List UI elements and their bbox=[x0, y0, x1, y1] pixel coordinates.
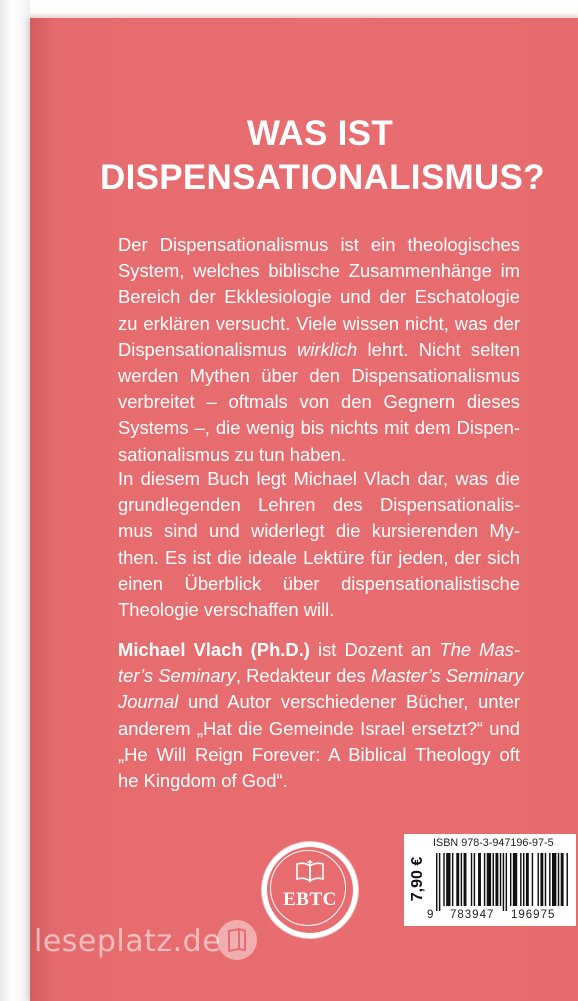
p1-line: werden Mythen über den Dispensationalismus bbox=[118, 365, 520, 387]
author-bio-paragraph bbox=[118, 637, 524, 794]
p3-text: ist Dozent an bbox=[309, 639, 440, 660]
barcode-bar bbox=[443, 853, 444, 906]
p1-line: Systems –, die wenig bis nichts mit dem Dispen- bbox=[118, 417, 520, 439]
barcode-bar bbox=[520, 853, 521, 906]
p1-line: System, welches biblische Zusammenhänge im bbox=[118, 260, 520, 282]
barcode-bar bbox=[484, 853, 485, 906]
barcode-bar bbox=[436, 853, 437, 911]
p2-line: then. Es ist die ideale Lektüre für jeden, der sich bbox=[118, 546, 520, 568]
p1-line: Bereich der Ekklesiologie und der Eschatologie bbox=[118, 286, 520, 308]
barcode-bar bbox=[526, 853, 529, 906]
p2-line: mus sind und widerlegt die kursierenden My- bbox=[118, 520, 520, 542]
p3-text: , Redakteur des bbox=[235, 665, 371, 687]
p2-line: einen Überblick über dispensationalistische bbox=[118, 572, 520, 594]
price-text: 7,90 € bbox=[409, 856, 426, 902]
p3-emphasis: ter’s Seminary bbox=[118, 665, 236, 687]
description-paragraph-2 bbox=[118, 466, 520, 623]
watermark-text: leseplatz.de bbox=[34, 924, 222, 959]
open-book-icon bbox=[295, 860, 325, 884]
barcode-bar bbox=[487, 853, 491, 906]
p3-line bbox=[118, 637, 520, 663]
p3-line: he Kingdom of God“. bbox=[118, 770, 288, 792]
price-label bbox=[406, 840, 428, 920]
p3-line: anderem „Hat die Gemeinde Israel ersetzt?“ und bbox=[118, 717, 520, 739]
p3-emphasis: Journal bbox=[118, 691, 179, 713]
p3-line bbox=[118, 663, 524, 689]
p2-line: Theologie verschaffen will. bbox=[118, 599, 335, 621]
p3-emphasis: Master’s Seminary bbox=[370, 665, 524, 687]
barcode-bar bbox=[471, 853, 472, 906]
barcode-bar bbox=[503, 853, 504, 911]
p3-text: und Autor verschiedener Bücher, unter bbox=[178, 691, 520, 713]
p1-line: sationalismus zu tun haben. bbox=[118, 443, 346, 465]
barcode-bar bbox=[495, 853, 498, 906]
barcode-bar bbox=[439, 853, 440, 911]
p1-line: Der Dispensationalismus ist ein theologisches bbox=[118, 234, 520, 255]
publisher-logo bbox=[262, 842, 358, 938]
logo-text: EBTC bbox=[283, 889, 337, 910]
barcode-bar bbox=[446, 853, 450, 906]
barcode-bar bbox=[561, 853, 564, 906]
title-line-1: WAS IST bbox=[247, 114, 393, 153]
barcode-bar bbox=[506, 853, 507, 911]
p3-line: „He Will Reign Forever: A Biblical Theology oft bbox=[118, 743, 520, 765]
barcode-bar bbox=[549, 853, 550, 906]
barcode-bar bbox=[532, 853, 533, 906]
barcode-bar bbox=[474, 853, 475, 906]
p1-text: lehrt. Nicht selten bbox=[357, 338, 520, 360]
book-top-edge bbox=[30, 0, 578, 20]
isbn-label: ISBN 978-3-947196-97-5 bbox=[433, 837, 554, 849]
p1-line: zu erklären versucht. Viele wissen nicht, was der bbox=[118, 312, 520, 334]
p2-line: grundlegenden Lehren des Dispensationalis- bbox=[118, 494, 520, 516]
p1-text: Dispensationalismus bbox=[118, 338, 297, 360]
barcode-bar bbox=[510, 853, 511, 906]
barcode-digits-left: 783947 bbox=[450, 909, 495, 921]
barcode-bar bbox=[464, 853, 467, 906]
book-icon bbox=[217, 920, 257, 960]
barcode-bar bbox=[523, 853, 524, 906]
barcode-bar bbox=[540, 853, 543, 906]
p1-line: verbreitet – oftmals von den Gegnern dieses bbox=[118, 391, 520, 413]
description-paragraph-1 bbox=[118, 232, 520, 468]
barcode-box bbox=[404, 834, 576, 926]
barcode-bar bbox=[538, 853, 539, 906]
barcode-digit-first: 9 bbox=[427, 909, 434, 921]
barcode-icon bbox=[432, 853, 572, 911]
barcode-bar bbox=[478, 853, 481, 906]
barcode-bar bbox=[493, 853, 494, 906]
p1-emphasis: wirklich bbox=[296, 338, 358, 360]
p2-line: In diesem Buch legt Michael Vlach dar, was die bbox=[118, 468, 520, 489]
p3-line bbox=[118, 689, 520, 715]
p3-emphasis: The Mas- bbox=[439, 639, 520, 660]
barcode-bar bbox=[456, 853, 459, 906]
barcode-bar bbox=[552, 853, 556, 906]
barcode-bar bbox=[567, 853, 568, 906]
barcode-bar bbox=[545, 853, 546, 906]
title-line-2: DISPENSATIONALISMUS? bbox=[100, 158, 545, 197]
p1-line bbox=[118, 337, 520, 363]
barcode-digits-right: 196975 bbox=[511, 909, 556, 921]
barcode-bar bbox=[513, 853, 517, 906]
barcode-bar bbox=[500, 853, 501, 906]
barcode-bar bbox=[461, 853, 462, 906]
barcode-bar bbox=[558, 853, 559, 906]
author-name: Michael Vlach (Ph.D.) bbox=[118, 639, 310, 660]
barcode-bar bbox=[452, 853, 453, 906]
book-spine-edge bbox=[0, 0, 34, 1001]
